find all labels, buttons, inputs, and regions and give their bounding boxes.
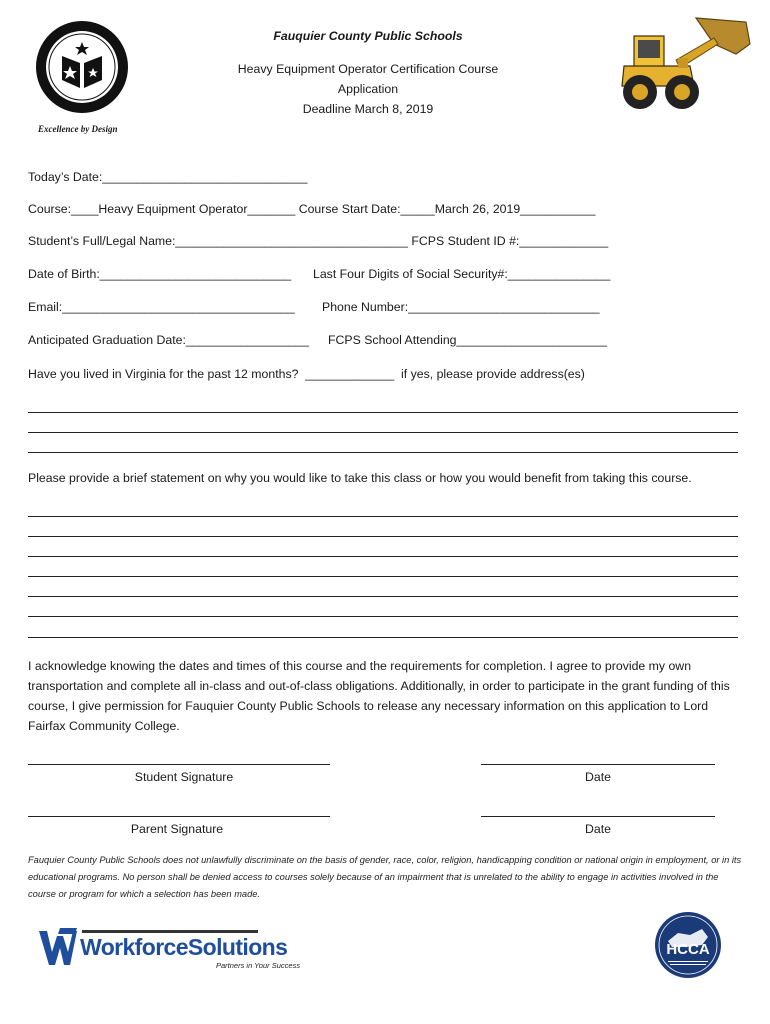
school-field[interactable]: FCPS School Attending______________________ xyxy=(328,333,607,347)
document-type: Application xyxy=(337,82,399,96)
parent-signature-line[interactable] xyxy=(28,816,330,817)
parent-date-label: Date xyxy=(585,822,611,836)
statement-line[interactable] xyxy=(28,637,738,638)
hcca-label: HCCA xyxy=(666,941,710,958)
statement-line[interactable] xyxy=(28,596,738,597)
workforce-small-bar xyxy=(82,930,258,933)
ssn-field[interactable]: Last Four Digits of Social Security#:_______________ xyxy=(313,267,611,281)
hcca-logo xyxy=(654,911,722,979)
fcps-seal-logo xyxy=(34,16,130,118)
student-date-label: Date xyxy=(585,770,611,784)
district-title: Fauquier County Public Schools xyxy=(273,29,463,43)
student-date-line[interactable] xyxy=(481,764,715,765)
dob-field[interactable]: Date of Birth:____________________________ xyxy=(28,267,292,281)
slogan: Excellence by Design xyxy=(38,124,118,134)
parent-signature-label: Parent Signature xyxy=(130,822,224,836)
student-signature-label: Student Signature xyxy=(134,770,234,784)
statement-prompt: Please provide a brief statement on why you would like to take this class or how you would benefit from taking this course. xyxy=(28,471,692,485)
email-field[interactable]: Email:__________________________________ xyxy=(28,300,295,314)
statement-line[interactable] xyxy=(28,516,738,517)
deadline: Deadline March 8, 2019 xyxy=(302,102,434,116)
course-title: Heavy Equipment Operator Certification Course xyxy=(237,62,499,76)
student-signature-line[interactable] xyxy=(28,764,330,765)
parent-date-line[interactable] xyxy=(481,816,715,817)
todays-date-field[interactable]: Today’s Date:______________________________ xyxy=(28,170,308,184)
phone-field[interactable]: Phone Number:____________________________ xyxy=(322,300,600,314)
workforce-tagline: Partners in Your Success xyxy=(216,961,301,970)
statement-line[interactable] xyxy=(28,536,738,537)
address-line[interactable] xyxy=(28,432,738,433)
statement-line[interactable] xyxy=(28,576,738,577)
workforce-w-icon xyxy=(38,928,78,968)
virginia-residency-field[interactable]: Have you lived in Virginia for the past 12 months? _____________ if yes, please provide address(es) xyxy=(28,367,585,381)
acknowledgement-paragraph: I acknowledge knowing the dates and times of this course and the requirements for completion. I agree to provide my own transportation and complete all in-class and out-of-class obligations. Additionally, in order to participate in the grant funding of this course, I give permission for Fauquier County Public Schools to release any necessary information on this application to Lord Fairfax Community College. xyxy=(28,659,730,733)
wheel-loader-icon xyxy=(618,14,752,114)
workforce-wordmark: WorkforceSolutions xyxy=(80,934,288,960)
statement-line[interactable] xyxy=(28,556,738,557)
student-name-field[interactable]: Student’s Full/Legal Name:__________________________________ FCPS Student ID #:_____________ xyxy=(28,234,609,248)
graduation-date-field[interactable]: Anticipated Graduation Date:__________________ xyxy=(28,333,310,347)
address-line[interactable] xyxy=(28,412,738,413)
nondiscrimination-notice: Fauquier County Public Schools does not unlawfully discriminate on the basis of gender, race, color, religion, handicapping condition or national origin in employment, or in its educational programs. No person shall be denied access to courses solely because of an impairment that is unrelated to the ability to engage in activities involved in the course or program for which a selection has been made. xyxy=(28,855,742,899)
course-field[interactable]: Course:____Heavy Equipment Operator_______ Course Start Date:_____March 26, 2019___________ xyxy=(28,202,596,216)
address-line[interactable] xyxy=(28,452,738,453)
workforce-solutions-logo xyxy=(38,924,300,972)
statement-line[interactable] xyxy=(28,616,738,617)
